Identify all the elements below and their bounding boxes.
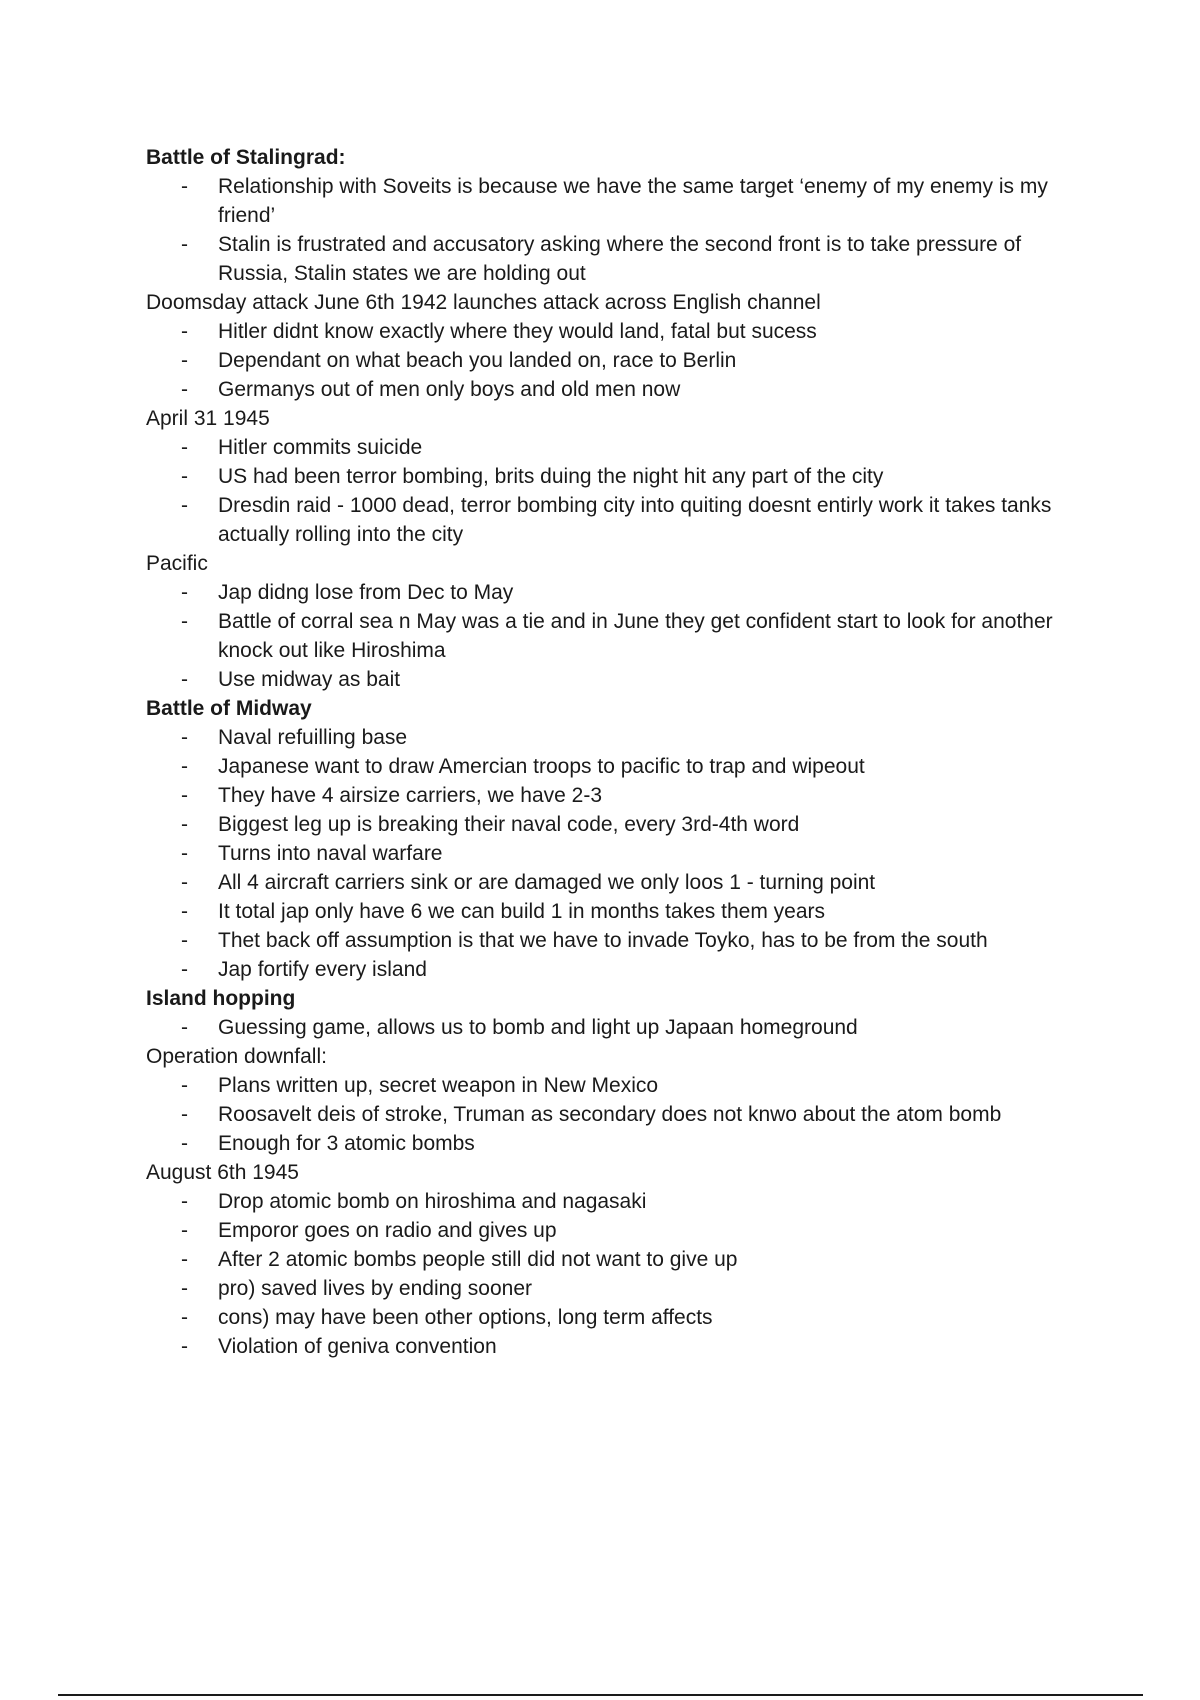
bullet-dash: - [181, 1103, 188, 1126]
bullet-text: Enough for 3 atomic bombs [218, 1132, 475, 1155]
bullet-text: pro) saved lives by ending sooner [218, 1277, 533, 1300]
bullet-dash: - [181, 813, 188, 836]
bullet-item [146, 1303, 1076, 1332]
bullet-text: Plans written up, secret weapon in New Mexico [218, 1074, 659, 1097]
bullet-dash: - [181, 1306, 188, 1329]
bullet-item [146, 433, 1076, 462]
section-heading: Battle of Midway [146, 697, 312, 720]
bullet-list [146, 1013, 1076, 1042]
bullet-item [146, 926, 1076, 955]
bullet-item [146, 317, 1076, 346]
section-doomsday-attack [146, 288, 1076, 404]
bullet-dash: - [181, 1248, 188, 1271]
bullet-item [146, 1071, 1076, 1100]
bullet-dash: - [181, 378, 188, 401]
bullet-item [146, 1013, 1076, 1042]
bullet-list [146, 1071, 1076, 1158]
bullet-list [146, 317, 1076, 404]
bullet-item [146, 172, 1076, 230]
bullet-text: Turns into naval warfare [218, 842, 443, 865]
bullet-dash: - [181, 958, 188, 981]
bullet-text: Germanys out of men only boys and old men now [218, 378, 681, 401]
bullet-text: Relationship with Soveits is because we have the same target ‘enemy of my enemy is my friend’ [218, 175, 1048, 227]
section-heading: Island hopping [146, 987, 296, 1010]
bullet-item [146, 578, 1076, 607]
bullet-list [146, 1187, 1076, 1361]
bullet-text: Hitler didnt know exactly where they would land, fatal but sucess [218, 320, 817, 343]
bullet-text: Naval refuilling base [218, 726, 408, 749]
bullet-text: Jap didng lose from Dec to May [218, 581, 514, 604]
bullet-dash: - [181, 1190, 188, 1213]
bullet-text: It total jap only have 6 we can build 1 in months takes them years [218, 900, 826, 923]
bullet-dash: - [181, 929, 188, 952]
bullet-item [146, 230, 1076, 288]
bullet-item [146, 723, 1076, 752]
bullet-dash: - [181, 755, 188, 778]
bullet-dash: - [181, 1132, 188, 1155]
bullet-item [146, 1100, 1076, 1129]
bullet-dash: - [181, 900, 188, 923]
bullet-item [146, 955, 1076, 984]
bullet-text: Violation of geniva convention [218, 1335, 497, 1358]
bullet-text: Drop atomic bomb on hiroshima and nagasaki [218, 1190, 647, 1213]
bullet-text: Thet back off assumption is that we have to invade Toyko, has to be from the south [218, 929, 988, 952]
bullet-text: Use midway as bait [218, 668, 401, 691]
bullet-item [146, 1187, 1076, 1216]
bullet-item [146, 665, 1076, 694]
bullet-dash: - [181, 1016, 188, 1039]
bullet-text: Dresdin raid - 1000 dead, terror bombing city into quiting doesnt entirly work it takes tanks actually rolling into the city [218, 494, 1052, 546]
bullet-dash: - [181, 1277, 188, 1300]
bullet-text: Hitler commits suicide [218, 436, 423, 459]
bullet-dash: - [181, 1074, 188, 1097]
section-heading: Operation downfall: [146, 1045, 327, 1068]
section-battle-of-midway [146, 694, 1076, 984]
bullet-dash: - [181, 465, 188, 488]
bullet-item [146, 346, 1076, 375]
bullet-text: Roosavelt deis of stroke, Truman as secondary does not knwo about the atom bomb [218, 1103, 1002, 1126]
section-heading: Battle of Stalingrad: [146, 146, 346, 169]
bullet-text: Stalin is frustrated and accusatory asking where the second front is to take pressure of Russia, Stalin states we are holding out [218, 233, 1022, 285]
section-operation-downfall [146, 1042, 1076, 1158]
bullet-list [146, 433, 1076, 549]
bullet-item [146, 1129, 1076, 1158]
bullet-dash: - [181, 871, 188, 894]
section-battle-of-stalingrad [146, 143, 1076, 288]
bullet-text: Emporor goes on radio and gives up [218, 1219, 557, 1242]
bullet-item [146, 1245, 1076, 1274]
bullet-text: They have 4 airsize carriers, we have 2-3 [218, 784, 602, 807]
bullet-item [146, 752, 1076, 781]
bullet-dash: - [181, 610, 188, 633]
section-heading: Doomsday attack June 6th 1942 launches attack across English channel [146, 291, 821, 314]
bullet-item [146, 897, 1076, 926]
footer-rule [58, 1694, 1143, 1696]
bullet-dash: - [181, 784, 188, 807]
bullet-list [146, 578, 1076, 694]
bullet-dash: - [181, 233, 188, 256]
section-island-hopping [146, 984, 1076, 1042]
bullet-item [146, 1274, 1076, 1303]
bullet-dash: - [181, 320, 188, 343]
bullet-text: All 4 aircraft carriers sink or are damaged we only loos 1 - turning point [218, 871, 876, 894]
bullet-text: Dependant on what beach you landed on, race to Berlin [218, 349, 737, 372]
bullet-dash: - [181, 842, 188, 865]
bullet-item [146, 839, 1076, 868]
section-heading: Pacific [146, 552, 208, 575]
bullet-item [146, 781, 1076, 810]
section-pacific [146, 549, 1076, 694]
bullet-text: Biggest leg up is breaking their naval code, every 3rd-4th word [218, 813, 800, 836]
section-august-6th-1945 [146, 1158, 1076, 1361]
bullet-list [146, 172, 1076, 288]
bullet-item [146, 491, 1076, 549]
bullet-dash: - [181, 1219, 188, 1242]
bullet-dash: - [181, 726, 188, 749]
bullet-item [146, 607, 1076, 665]
bullet-item [146, 868, 1076, 897]
bullet-dash: - [181, 1335, 188, 1358]
document-page [146, 143, 1076, 1361]
bullet-text: cons) may have been other options, long term affects [218, 1306, 713, 1329]
bullet-dash: - [181, 175, 188, 198]
bullet-item [146, 810, 1076, 839]
bullet-text: After 2 atomic bombs people still did not want to give up [218, 1248, 738, 1271]
bullet-list [146, 723, 1076, 984]
bullet-text: Guessing game, allows us to bomb and light up Japaan homeground [218, 1016, 858, 1039]
section-heading: August 6th 1945 [146, 1161, 299, 1184]
section-heading: April 31 1945 [146, 407, 270, 430]
section-april-31-1945 [146, 404, 1076, 549]
bullet-item [146, 1332, 1076, 1361]
bullet-dash: - [181, 436, 188, 459]
bullet-item [146, 1216, 1076, 1245]
bullet-text: Japanese want to draw Amercian troops to pacific to trap and wipeout [218, 755, 865, 778]
bullet-text: Jap fortify every island [218, 958, 427, 981]
bullet-dash: - [181, 349, 188, 372]
bullet-item [146, 462, 1076, 491]
bullet-dash: - [181, 494, 188, 517]
bullet-text: US had been terror bombing, brits duing the night hit any part of the city [218, 465, 884, 488]
bullet-item [146, 375, 1076, 404]
bullet-dash: - [181, 581, 188, 604]
bullet-text: Battle of corral sea n May was a tie and in June they get confident start to look for another knock out like Hiroshima [218, 610, 1053, 662]
bullet-dash: - [181, 668, 188, 691]
